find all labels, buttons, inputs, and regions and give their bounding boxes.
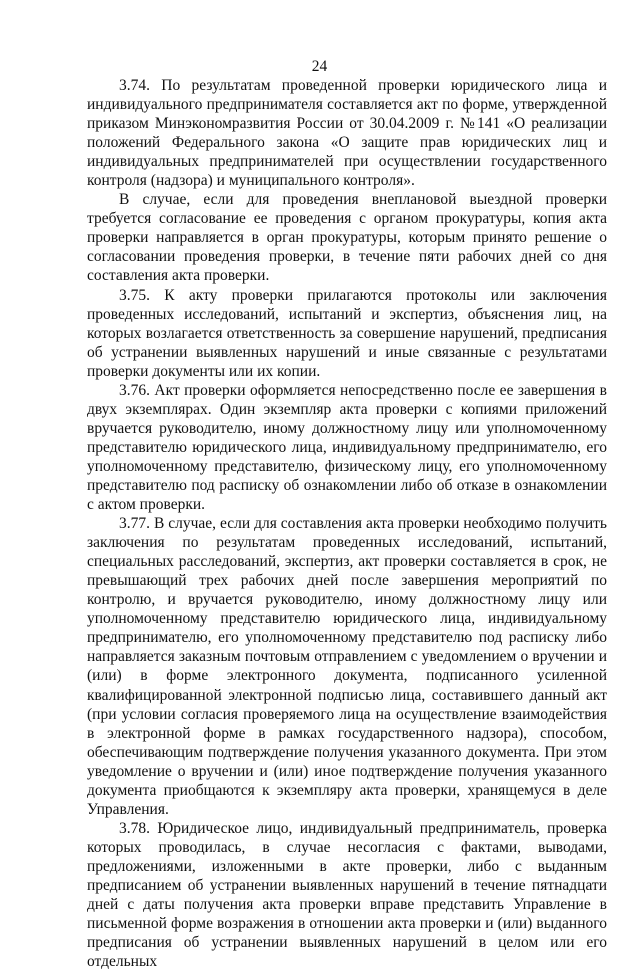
paragraph-3-75: 3.75. К акту проверки прилагаются протоколы или заключения проведенных исследований, испытаний и экспертиз, объяснения лиц, на которых возлагается ответственность за совершение нарушений, предписания об устранении выявленных нарушений и иные связанные с результатами проверки документы или их копии. bbox=[87, 286, 607, 380]
paragraph-prosecutor-approval: В случае, если для проведения внеплановой выездной проверки требуется согласование ее проведения с органом прокуратуры, копия акта проверки направляется в орган прокуратуры, которым принято решение о согласовании проведения проверки, в течение пяти рабочих дней со дня составления акта проверки. bbox=[87, 191, 607, 285]
paragraph-3-77: 3.77. В случае, если для составления акта проверки необходимо получить заключения по результатам проведенных исследований, испытаний, специальных расследований, экспертиз, акт проверки составляется в срок, не превышающий трех рабочих дней после завершения мероприятий по контролю, и вручается руководителю, иному должностному лицу или уполномоченному представителю юридического лица, индивидуальному предпринимателю, его уполномоченному представителю под расписку либо направляется заказным почтовым отправлением с уведомлением о вручении и (или) в форме электронного документа, подписанного усиленной квалифицированной электронной подписью лица, составившего данный акт (при условии согласия проверяемого лица на осуществление взаимодействия в электронной форме в рамках государственного надзора), способом, обеспечивающим подтверждение получения указанного документа. При этом уведомление о вручении и (или) иное подтверждение получения указанного документа приобщаются к экземпляру акта проверки, хранящемуся в деле Управления. bbox=[87, 515, 607, 818]
paragraph-3-78: 3.78. Юридическое лицо, индивидуальный предприниматель, проверка которых проводилась, в случае несогласия с фактами, выводами, предложениями, изложенными в акте проверки, либо с выданным предписанием об устранении выявленных нарушений в течение пятнадцати дней с даты получения акта проверки вправе представить Управление в письменной форме возражения в отношении акта проверки и (или) выданного предписания об устранении выявленных нарушений в целом или его отдельных bbox=[87, 819, 607, 971]
paragraph-3-76: 3.76. Акт проверки оформляется непосредственно после ее завершения в двух экземплярах. Один экземпляр акта проверки с копиями приложений вручается руководителю, иному должностному лицу или уполномоченному представителю юридического лица, индивидуальному предпринимателю, его уполномоченному представителю, физическому лицу, его уполномоченному представителю под расписку об ознакомлении либо об отказе в ознакомлении с актом проверки. bbox=[87, 381, 607, 514]
page-number: 24 bbox=[311, 58, 328, 75]
paragraph-3-74: 3.74. По результатам проведенной проверки юридического лица и индивидуального предпринимателя составляется акт по форме, утвержденной приказом Минэкономразвития России от 30.04.2009 г. №141 «О реализации положений Федерального закона «О защите прав юридических лиц и индивидуальных предпринимателей при осуществлении государственного контроля (надзора) и муниципального контроля». bbox=[87, 77, 607, 190]
document-body bbox=[87, 76, 607, 971]
